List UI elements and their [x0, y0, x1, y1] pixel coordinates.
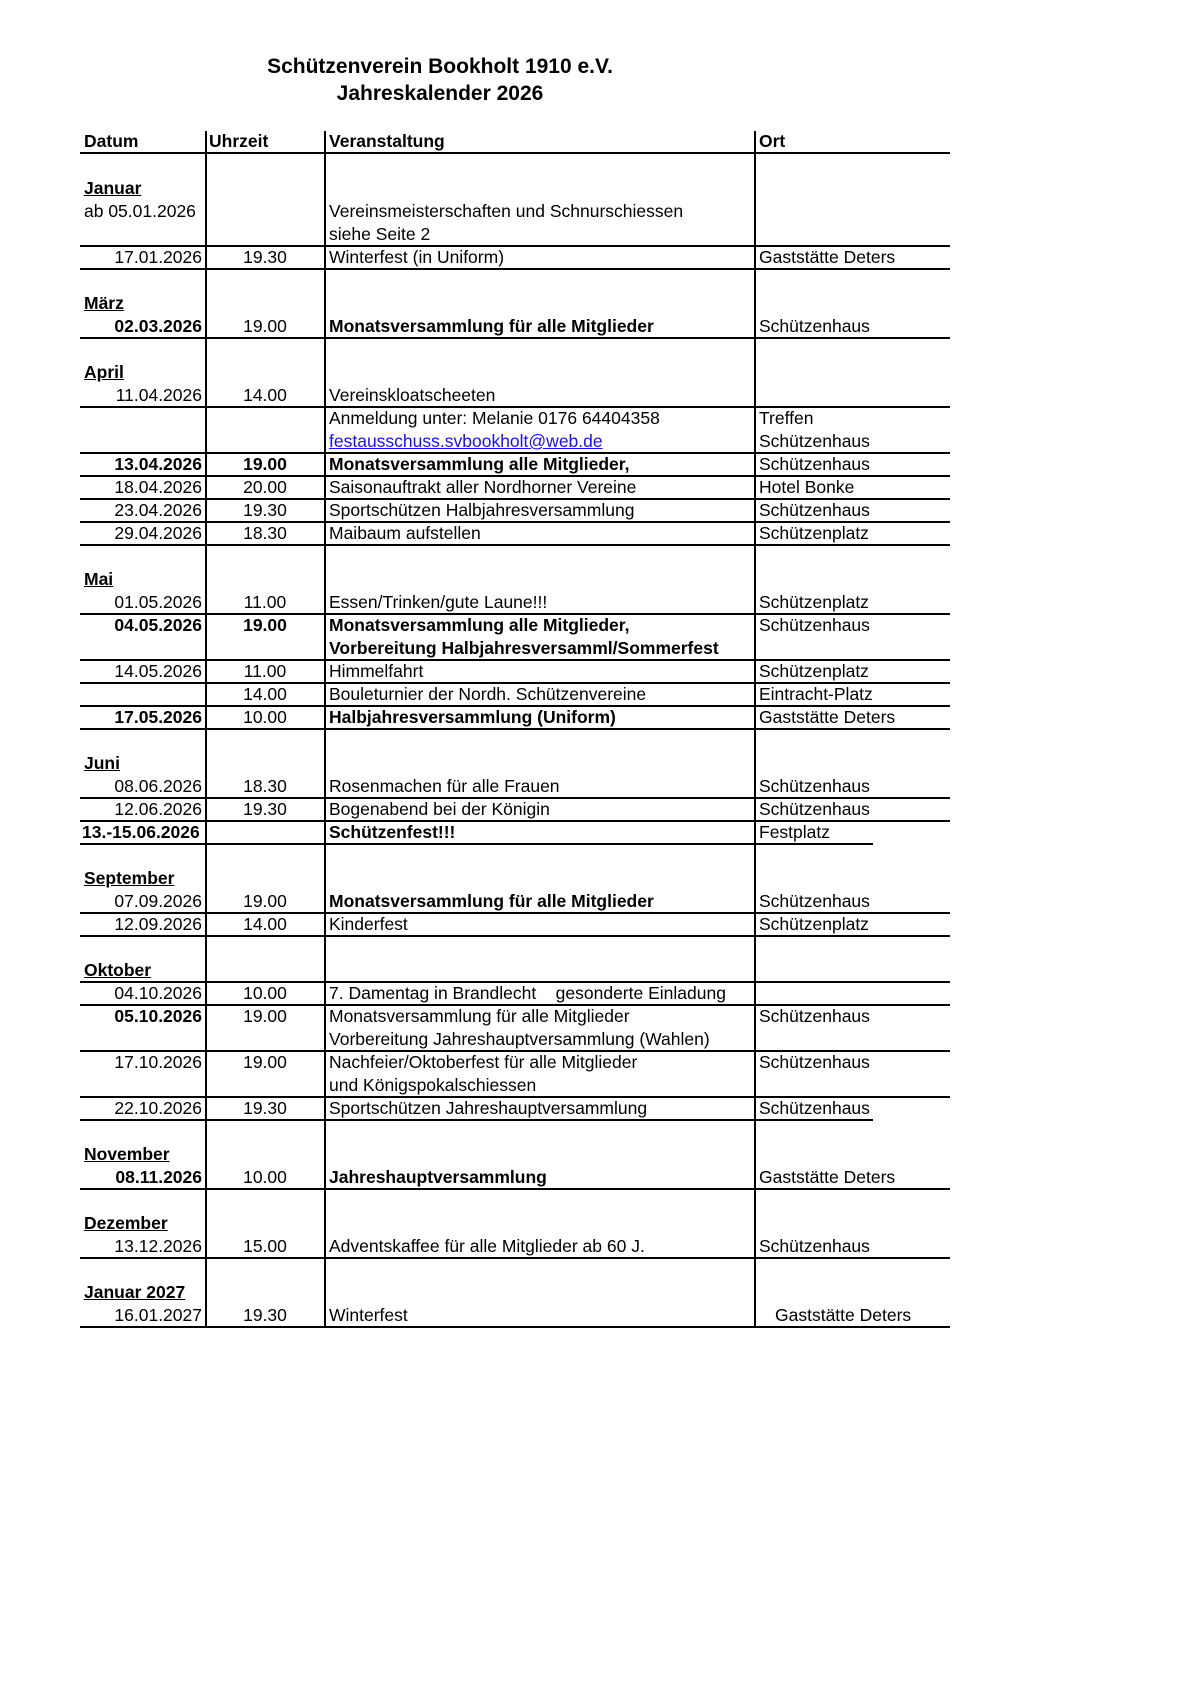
event-place: Schützenhaus [759, 454, 870, 474]
event-date: 13.04.2026 [114, 454, 202, 474]
event-date: 17.01.2026 [114, 247, 202, 267]
event-place: Festplatz [759, 822, 830, 842]
event-date: 17.10.2026 [114, 1052, 202, 1072]
event-date: 11.04.2026 [115, 385, 202, 405]
event-place: Schützenhaus [759, 776, 870, 796]
event-title: Sportschützen Halbjahresversammlung [329, 500, 635, 520]
event-place: Schützenplatz [759, 661, 869, 681]
event-time: 19.00 [243, 1006, 287, 1026]
event-place: Schützenhaus [759, 1006, 870, 1026]
event-time: 11.00 [243, 592, 287, 612]
event-time: 19.30 [243, 1098, 287, 1118]
event-place: Treffen [759, 408, 814, 428]
event-time: 14.00 [243, 684, 287, 704]
event-place: Schützenplatz [759, 523, 869, 543]
event-date: 05.10.2026 [114, 1006, 202, 1026]
event-title: Schützenfest!!! [329, 822, 456, 842]
month-heading-january: Januar [84, 178, 142, 198]
event-title: Halbjahresversammlung (Uniform) [329, 707, 616, 727]
event-note: und Königspokalschiessen [329, 1075, 537, 1095]
event-time: 18.30 [243, 523, 287, 543]
event-date: ab 05.01.2026 [84, 201, 196, 221]
event-time: 19.30 [243, 500, 287, 520]
event-date: 07.09.2026 [114, 891, 202, 911]
event-title: Maibaum aufstellen [329, 523, 481, 543]
event-title: Bogenabend bei der Königin [329, 799, 550, 819]
month-heading-april: April [84, 362, 124, 382]
month-heading-september: September [84, 868, 175, 888]
event-place: Schützenhaus [759, 891, 870, 911]
event-title: Sportschützen Jahreshauptversammlung [329, 1098, 648, 1118]
document-subtitle: Jahreskalender 2026 [336, 82, 544, 105]
month-heading-march: März [84, 293, 124, 313]
event-title: Jahreshauptversammlung [329, 1167, 547, 1187]
event-date: 01.05.2026 [114, 592, 202, 612]
event-title: Winterfest [329, 1305, 408, 1325]
event-time: 20.00 [243, 477, 287, 497]
event-place: Gaststätte Deters [775, 1305, 912, 1325]
event-title: Essen/Trinken/gute Laune!!! [329, 592, 548, 612]
event-title: Monatsversammlung für alle Mitglieder [329, 891, 654, 911]
column-header-time: Uhrzeit [209, 131, 269, 151]
event-place: Gaststätte Deters [759, 247, 896, 267]
event-date: 17.05.2026 [114, 707, 202, 727]
event-date: 14.05.2026 [114, 661, 202, 681]
event-title: Vereinsmeisterschaften und Schnurschiessen [329, 201, 684, 221]
header-rule [80, 152, 950, 154]
event-title: Kinderfest [329, 914, 408, 934]
month-heading-january-2027: Januar 2027 [84, 1282, 186, 1302]
event-place: Schützenhaus [759, 500, 870, 520]
event-date: 16.01.2027 [114, 1305, 202, 1325]
event-date: 23.04.2026 [114, 500, 202, 520]
event-date: 22.10.2026 [114, 1098, 202, 1118]
event-title: Himmelfahrt [329, 661, 424, 681]
email-link[interactable]: festausschuss.svbookholt@web.de [329, 431, 603, 451]
document-title: Schützenverein Bookholt 1910 e.V. [267, 55, 613, 78]
event-time: 10.00 [243, 983, 287, 1003]
column-header-date: Datum [84, 131, 139, 151]
month-heading-november: November [84, 1144, 170, 1164]
event-time: 18.30 [243, 776, 287, 796]
event-place: Gaststätte Deters [759, 707, 896, 727]
column-header-place: Ort [759, 131, 786, 151]
event-time: 10.00 [243, 1167, 287, 1187]
event-time: 19.30 [243, 247, 287, 267]
event-place: Schützenplatz [759, 914, 869, 934]
event-title: Bouleturnier der Nordh. Schützenvereine [329, 684, 647, 704]
event-place: Schützenhaus [759, 615, 870, 635]
event-date: 29.04.2026 [114, 523, 202, 543]
event-date: 02.03.2026 [114, 316, 202, 336]
event-time: 19.00 [243, 1052, 287, 1072]
event-date: 13.-15.06.2026 [82, 822, 200, 842]
event-time: 19.30 [243, 1305, 287, 1325]
event-title: Saisonauftrakt aller Nordhorner Vereine [329, 477, 637, 497]
event-title: 7. Damentag in Brandlecht gesonderte Einladung [329, 983, 726, 1003]
event-date: 12.06.2026 [114, 799, 202, 819]
event-note: Vorbereitung Halbjahresversamml/Sommerfest [329, 638, 719, 658]
event-time: 19.00 [243, 615, 287, 635]
event-title: Monatsversammlung alle Mitglieder, [329, 615, 630, 635]
event-date: 13.12.2026 [114, 1236, 202, 1256]
month-heading-may: Mai [84, 569, 114, 589]
event-time: 19.00 [243, 316, 287, 336]
event-place-line2: Schützenhaus [759, 431, 870, 451]
event-place: Schützenplatz [759, 592, 869, 612]
event-title: Monatsversammlung für alle Mitglieder [329, 316, 654, 336]
month-heading-june: Juni [84, 753, 120, 773]
email-link-cell [329, 430, 753, 453]
event-time: 10.00 [243, 707, 287, 727]
month-heading-december: Dezember [84, 1213, 168, 1233]
event-title: Rosenmachen für alle Frauen [329, 776, 560, 796]
event-time: 19.30 [243, 799, 287, 819]
event-title: Vereinskloatscheeten [329, 385, 496, 405]
month-heading-october: Oktober [84, 960, 152, 980]
event-place: Gaststätte Deters [759, 1167, 896, 1187]
event-time: 19.00 [243, 454, 287, 474]
event-registration-note: Anmeldung unter: Melanie 0176 64404358 [329, 408, 660, 428]
event-date: 12.09.2026 [114, 914, 202, 934]
event-date: 04.05.2026 [114, 615, 202, 635]
event-title: Nachfeier/Oktoberfest für alle Mitglieder [329, 1052, 638, 1072]
event-title: Winterfest (in Uniform) [329, 247, 505, 267]
event-date: 08.06.2026 [114, 776, 202, 796]
event-time: 15.00 [243, 1236, 287, 1256]
event-time: 19.00 [243, 891, 287, 911]
event-place: Schützenhaus [759, 1098, 870, 1118]
event-place: Schützenhaus [759, 1052, 870, 1072]
event-place: Schützenhaus [759, 316, 870, 336]
event-note: siehe Seite 2 [329, 224, 431, 244]
event-date: 18.04.2026 [114, 477, 202, 497]
event-place: Schützenhaus [759, 799, 870, 819]
event-time: 14.00 [243, 914, 287, 934]
event-note: Vorbereitung Jahreshauptversammlung (Wahlen) [329, 1029, 710, 1049]
event-place: Schützenhaus [759, 1236, 870, 1256]
event-place: Eintracht-Platz [759, 684, 873, 704]
event-time: 14.00 [243, 385, 287, 405]
event-title: Monatsversammlung alle Mitglieder, [329, 454, 630, 474]
column-header-event: Veranstaltung [329, 131, 445, 151]
event-title: Monatsversammlung für alle Mitglieder [329, 1006, 630, 1026]
event-title: Adventskaffee für alle Mitglieder ab 60 J. [329, 1236, 645, 1256]
event-place: Hotel Bonke [759, 477, 855, 497]
event-date: 08.11.2026 [115, 1167, 202, 1187]
event-date: 04.10.2026 [114, 983, 202, 1003]
event-time: 11.00 [243, 661, 287, 681]
